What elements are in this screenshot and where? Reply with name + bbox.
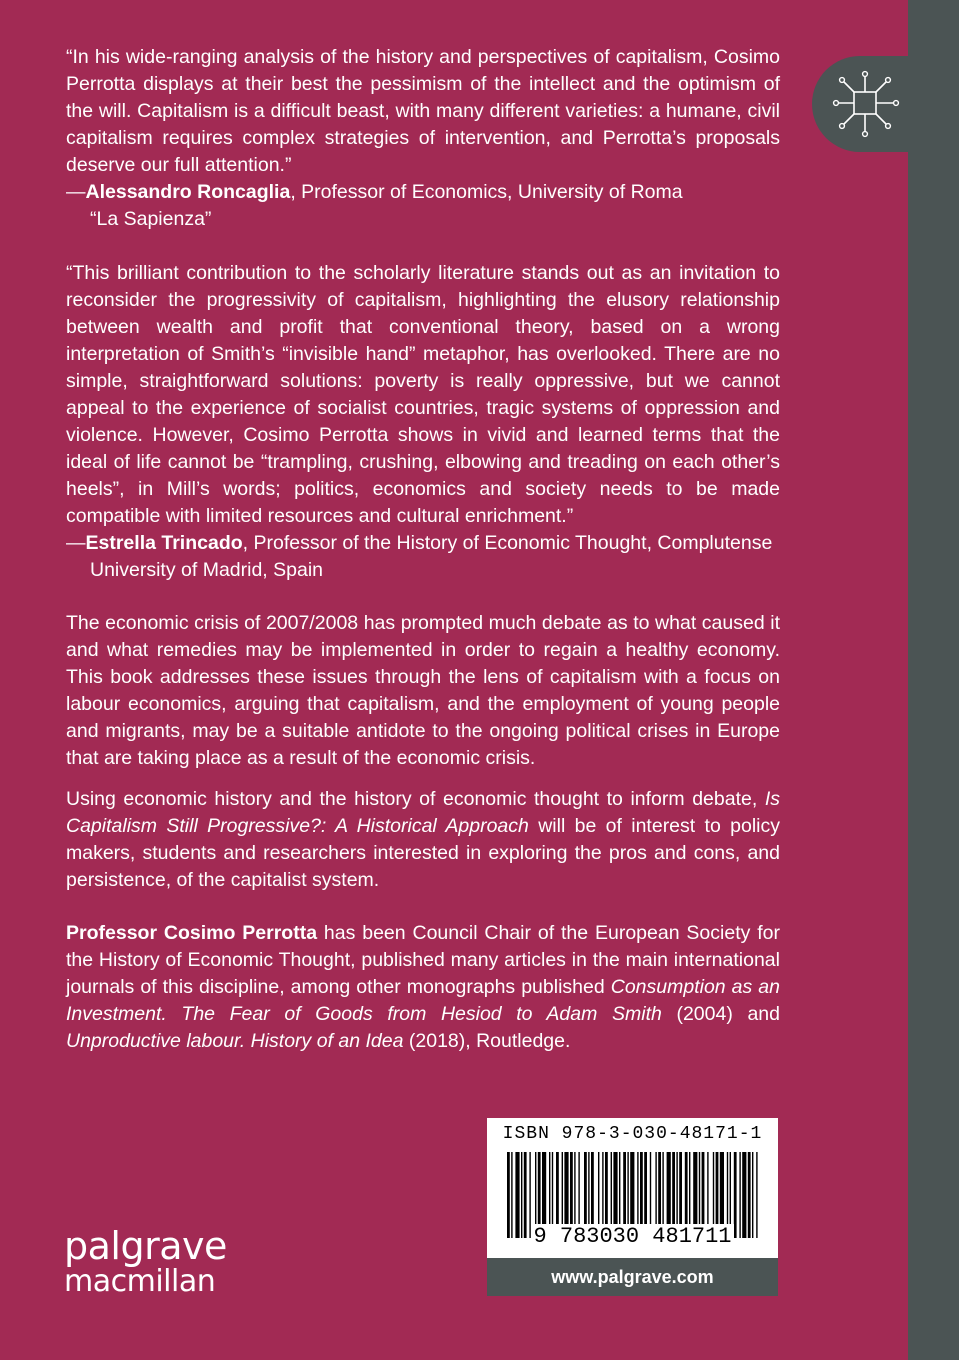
endorser-affiliation: , Professor of the History of Economic Thought, Complutense <box>242 532 773 554</box>
monograph-title-1: Consumption as an Investment. The Fear of Goods from Hesiod to Adam Smith <box>66 976 780 1025</box>
publisher-name-line2: macmillan <box>64 1264 216 1299</box>
attribution-dash: — <box>66 181 86 203</box>
endorsement-quote-1: “In his wide-ranging analysis of the history and perspectives of capitalism, Cosimo Perrotta displays at their best the pessimism of the intellect and the optimism of the will. Capitalism is a difficult beast, with many different varieties: a humane, civil capitalism requires complex strategies of intervention, and Perrotta’s proposals deserve our full attention.” <box>66 46 780 176</box>
description-paragraph-2 <box>66 786 780 894</box>
endorser-affiliation-cont: University of Madrid, Spain <box>90 559 324 581</box>
palgrave-network-logo-icon <box>826 66 906 142</box>
isbn-label: ISBN 978-3-030-48171-1 <box>502 1124 763 1144</box>
book-title: Is Capitalism Still Progressive?: A Historical Approach <box>66 788 780 837</box>
back-cover-text <box>66 44 780 1055</box>
endorser-affiliation: , Professor of Economics, University of Roma <box>290 181 683 203</box>
endorsement-attribution-1 <box>66 179 780 233</box>
para2-end: will be of interest to policy makers, students and researchers interested in exploring the pros and cons, and persistence, of the capitalist system. <box>66 815 780 891</box>
author-bio <box>66 920 780 1055</box>
para2-start: Using economic history and the history of economic thought to inform debate, <box>66 788 765 810</box>
publisher-name-line1: palgrave <box>64 1224 227 1268</box>
publisher-url[interactable]: www.palgrave.com <box>487 1258 778 1296</box>
author-name: Professor Cosimo Perrotta <box>66 922 318 944</box>
isbn-digits: 9 783030 481711 <box>533 1224 732 1249</box>
bio-text-1: has been Council Chair of the European Society for the History of Economic Thought, published many articles in the main international journals of this discipline, among other monographs published <box>66 922 780 998</box>
endorser-name: Estrella Trincado <box>85 532 243 554</box>
isbn-barcode <box>487 1118 778 1258</box>
attribution-dash: — <box>66 532 86 554</box>
bio-text-2: (2004) and <box>661 1003 780 1025</box>
endorser-affiliation-cont: “La Sapienza” <box>90 208 212 230</box>
publisher-logo-tab <box>812 56 922 152</box>
description-paragraph-1: The economic crisis of 2007/2008 has prompted much debate as to what caused it and what remedies may be implemented in order to regain a healthy economy. This book addresses these issues through the lens of capitalism with a focus on labour economics, arguing that capitalism, and the employment of young people and migrants, may be a suitable antidote to the ongoing political crises in Europe that are taking place as a result of the economic crisis. <box>66 612 780 769</box>
book-spine <box>908 0 959 1360</box>
bio-text-3: (2018), Routledge. <box>403 1030 571 1052</box>
endorsement-quote-2: “This brilliant contribution to the scholarly literature stands out as an invitation to reconsider the progressivity of capitalism, highlighting the elusory relationship between wealth and profit that conventional theory, based on a wrong interpretation of Smith’s “invisible hand” metaphor, has overlooked. There are no simple, straightforward solutions: poverty is really oppressive, but we cannot appeal to the experience of socialist countries, tragic systems of oppression and violence. However, Cosimo Perrotta shows in vivid and learned terms that the ideal of life cannot be “trampling, crushing, elbowing and treading on each other’s heels”, in Mill’s words; politics, economics and society needs to be made compatible with limited resources and cultural enrichment.” <box>66 262 780 527</box>
publisher-logo <box>64 1224 227 1300</box>
endorser-name: Alessandro Roncaglia <box>85 181 291 203</box>
monograph-title-2: Unproductive labour. History of an Idea <box>66 1030 404 1052</box>
endorsement-attribution-2 <box>66 530 780 584</box>
